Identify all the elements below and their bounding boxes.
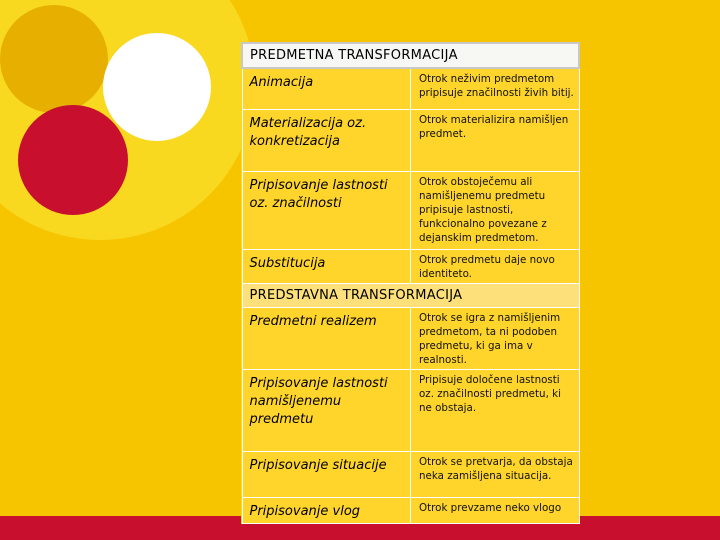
term-cell: Substitucija [242, 249, 411, 283]
section-header-row [242, 283, 579, 307]
description-cell: Otrok se igra z namišljenim predmetom, ta ni podoben predmetu, ki ga ima v realnosti. [411, 307, 580, 369]
table-row [242, 249, 579, 283]
term-cell: Pripisovanje situacije [242, 451, 411, 497]
decorative-circle-white [103, 33, 211, 141]
description-cell: Pripisuje določene lastnosti oz. značilnosti predmetu, ki ne obstaja. [411, 369, 580, 451]
table-row [242, 68, 579, 109]
term-cell: Predmetni realizem [242, 307, 411, 369]
term-cell: Animacija [242, 68, 411, 109]
section-title: PREDSTAVNA TRANSFORMACIJA [242, 283, 579, 307]
table-row [242, 451, 579, 497]
transformation-table [241, 42, 580, 524]
decorative-circle-red [18, 105, 128, 215]
description-cell: Otrok materializira namišljen predmet. [411, 109, 580, 171]
description-cell: Otrok neživim predmetom pripisuje značilnosti živih bitij. [411, 68, 580, 109]
table-row [242, 171, 579, 249]
table-row [242, 109, 579, 171]
decorative-circle-orange [0, 5, 108, 113]
table-row [242, 497, 579, 523]
term-cell: Pripisovanje lastnosti namišljenemu predmetu [242, 369, 411, 451]
table-row [242, 369, 579, 451]
description-cell: Otrok prevzame neko vlogo [411, 497, 580, 523]
term-cell: Pripisovanje vlog [242, 497, 411, 523]
description-cell: Otrok obstoječemu ali namišljenemu predmetu pripisuje lastnosti, funkcionalno povezane z dejanskim predmetom. [411, 171, 580, 249]
section-header-row [242, 43, 579, 68]
description-cell: Otrok se pretvarja, da obstaja neka zamišljena situacija. [411, 451, 580, 497]
term-cell: Pripisovanje lastnosti oz. značilnosti [242, 171, 411, 249]
table-row [242, 307, 579, 369]
description-cell: Otrok predmetu daje novo identiteto. [411, 249, 580, 283]
term-cell: Materializacija oz. konkretizacija [242, 109, 411, 171]
section-title: PREDMETNA TRANSFORMACIJA [242, 43, 579, 68]
